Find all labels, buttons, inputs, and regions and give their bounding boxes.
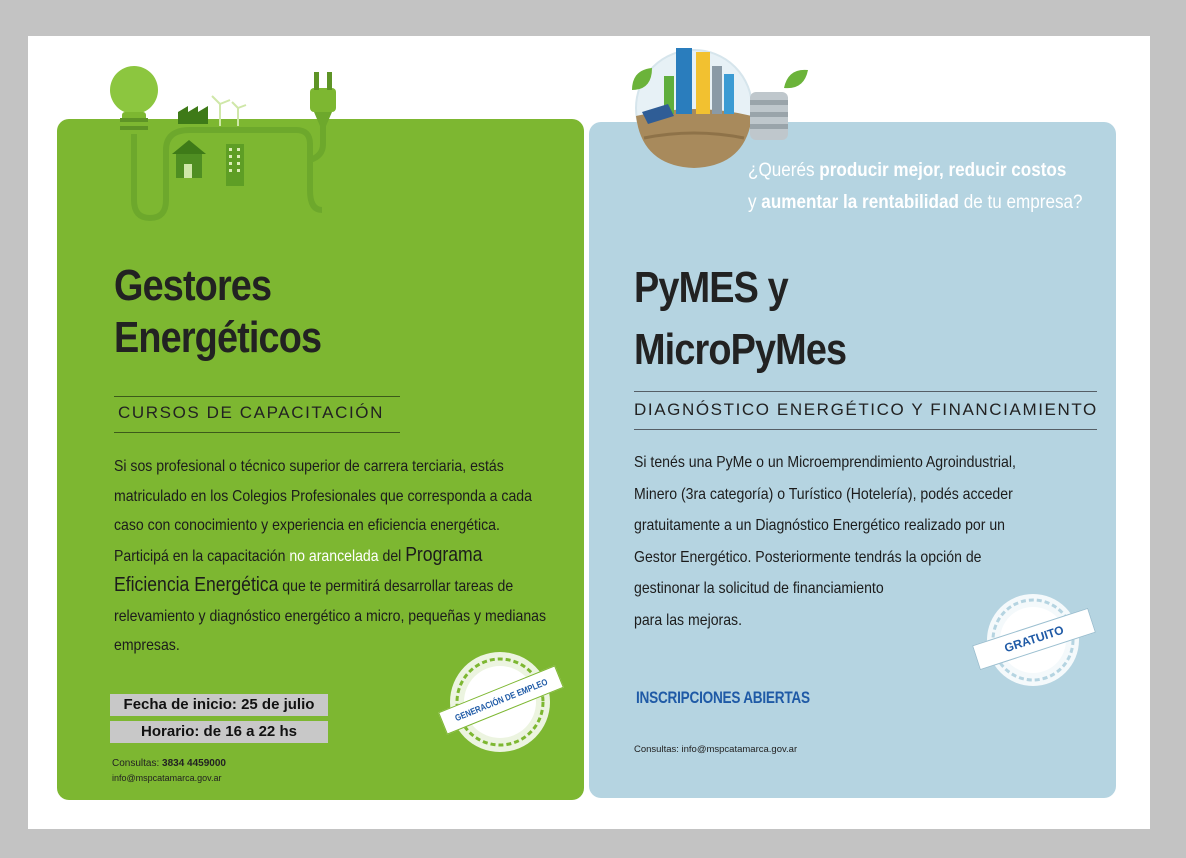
- start-date-label: Fecha de inicio: 25 de julio: [110, 694, 328, 716]
- right-body-last: para las mejoras.: [634, 611, 742, 629]
- question-line1: [748, 155, 1108, 187]
- left-contact-line: [112, 758, 226, 769]
- right-subtitle: DIAGNÓSTICO ENERGÉTICO Y FINANCIAMIENTO: [634, 400, 1098, 419]
- right-title: [634, 262, 846, 376]
- bulb-base-icon: [750, 92, 788, 140]
- left-body-highlight: no arancelada: [289, 547, 379, 565]
- question-pre1: ¿Querés: [748, 160, 820, 181]
- question-pre2: y: [748, 192, 762, 213]
- right-title-line1: PyMES y: [634, 263, 788, 312]
- question-line2: [748, 187, 1108, 219]
- employment-stamp-text: GENERACIÓN DE EMPLEO: [453, 676, 549, 724]
- inscriptions-label: INSCRIPCIONES ABIERTAS: [636, 688, 810, 707]
- right-rule-bottom: [634, 429, 1097, 430]
- question-text: [748, 155, 1108, 219]
- left-title-line1: Gestores: [114, 261, 272, 310]
- left-contact-phone: 3834 4459000: [162, 758, 226, 769]
- left-contact-label: Consultas:: [112, 758, 160, 769]
- left-title-line2: Energéticos: [114, 313, 322, 362]
- free-stamp-text: GRATUITO: [1002, 622, 1066, 656]
- wind-turbine-icon: [212, 96, 246, 126]
- left-body-p2: del: [378, 547, 406, 565]
- question-bold1: producir mejor, reducir costos: [819, 160, 1067, 181]
- right-contact: Consultas: info@mspcatamarca.gov.ar: [634, 744, 798, 755]
- house-icon: [172, 140, 206, 178]
- question-bold2: aumentar la rentabilidad: [761, 192, 959, 213]
- right-rule-top: [634, 391, 1097, 392]
- left-body-program: Programa Eficiencia Energética: [114, 543, 483, 596]
- question-post2: de tu empresa?: [958, 192, 1083, 213]
- left-subtitle: CURSOS DE CAPACITACIÓN: [118, 403, 384, 422]
- left-body-p1: Si sos profesional o técnico superior de carrera terciaria, estás matriculado en los Colegios Profesionales que corresponda a cada caso con conocimiento y experiencia en eficiencia energética. Participá en la capacitación: [114, 458, 532, 565]
- left-body-p3: que te permitirá desarrollar tareas de relevamiento y diagnóstico energético a micro, pequeñas y medianas empresas.: [114, 578, 547, 654]
- left-body: [114, 452, 548, 661]
- right-title-line2: MicroPyMes: [634, 325, 847, 374]
- left-rule-bottom: [114, 432, 400, 433]
- factory-icon: [178, 106, 208, 124]
- left-contact-email: info@mspcatamarca.gov.ar: [112, 773, 222, 783]
- schedule-label: Horario: de 16 a 22 hs: [110, 721, 328, 743]
- employment-stamp: [446, 648, 554, 756]
- lightbulb-icon: [110, 66, 158, 134]
- left-rule-top: [114, 396, 400, 397]
- left-title: [114, 260, 321, 364]
- right-body-text: Si tenés una PyMe o un Microemprendimiento Agroindustrial, Minero (3ra categoría) o Turístico (Hotelería), podés acceder gratuitamente a un Diagnóstico Energético realizado por un Gestor Energético. Posteriormente tendrás la opción de gestinonar la solicitud de financiamiento: [634, 454, 1016, 597]
- building-icon: [226, 144, 244, 186]
- lightbulb-plug-illustration: [100, 60, 350, 230]
- free-stamp: [983, 590, 1083, 690]
- plug-icon: [310, 72, 336, 160]
